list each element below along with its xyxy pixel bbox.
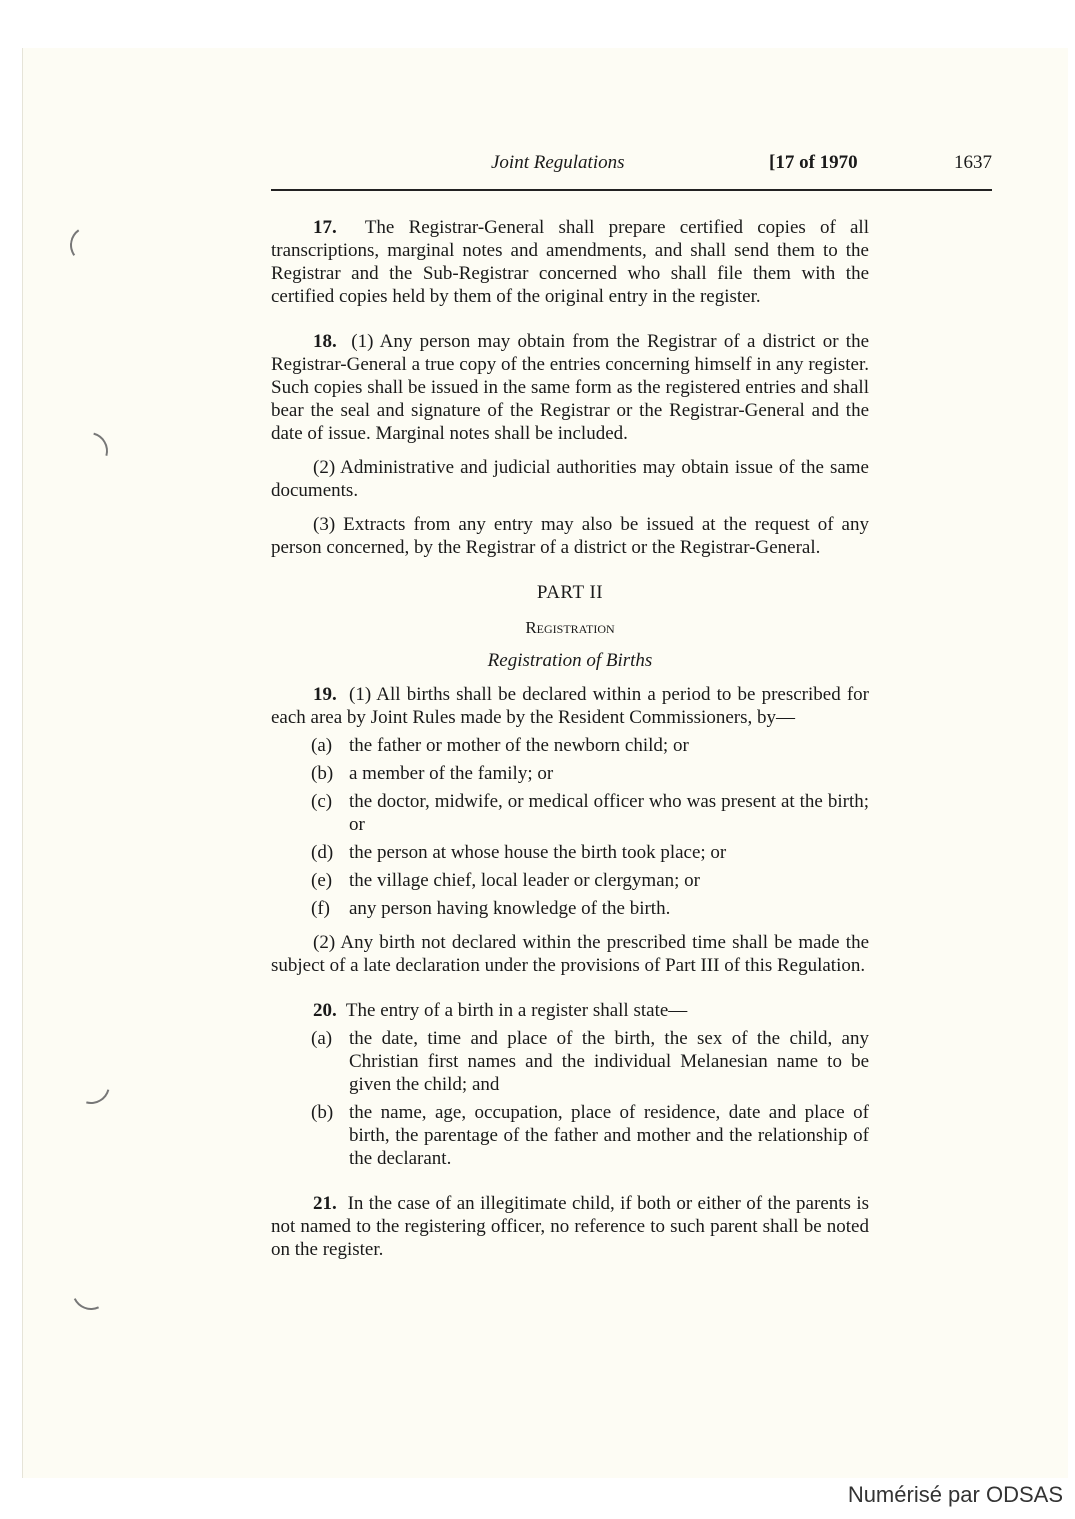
section-19-p2: (2) Any birth not declared within the prescribed time shall be made the subject of a late declaration under the provisions of Part III of this Regulation. — [271, 932, 869, 976]
item-label: (a) — [311, 735, 333, 756]
item-text: a member of the family; or — [349, 763, 554, 784]
subheading: Registration of Births — [487, 650, 653, 671]
list-item — [271, 762, 869, 785]
list-item — [271, 897, 869, 920]
item-label: (d) — [311, 842, 334, 863]
section-19-list — [271, 734, 869, 920]
list-item — [271, 1027, 869, 1096]
list-item — [271, 841, 869, 864]
section-text: The entry of a birth in a register shall state— — [345, 1000, 688, 1021]
section-text: (1) All births shall be declared within a period to be prescribed for each area by Joint Rules made by the Resident Commissioners, by— — [271, 684, 870, 728]
digitization-credit: Numérisé par ODSAS — [847, 1482, 1063, 1507]
list-item — [271, 790, 869, 836]
section-text: The Registrar-General shall prepare certified copies of all transcriptions, marginal notes and amendments, and shall send them to the Registrar and the Sub-Registrar concerned who shall file them with the certified copies held by them of the original entry in the register. — [271, 217, 869, 307]
item-text: the name, age, occupation, place of residence, date and place of birth, the parentage of the father and mother and the relationship of the declarant. — [349, 1102, 869, 1169]
section-number: 18. — [313, 331, 337, 352]
list-item — [271, 734, 869, 757]
list-item — [271, 1101, 869, 1170]
header-rule — [271, 189, 992, 191]
section-number: 20. — [313, 1000, 337, 1021]
item-label: (e) — [311, 870, 333, 891]
item-label: (b) — [311, 763, 334, 784]
running-header — [271, 152, 992, 176]
header-act-reference: [17 of 1970 — [769, 152, 858, 173]
item-text: the person at whose house the birth took place; or — [349, 842, 727, 863]
section-18-p1 — [271, 330, 869, 445]
item-label: (c) — [311, 791, 333, 812]
section-20-intro — [271, 999, 869, 1022]
section-20-list — [271, 1027, 869, 1170]
section-text: In the case of an illegitimate child, if both or either of the parents is not named to the registering officer, no reference to such parent shall be noted on the register. — [271, 1193, 869, 1260]
section-17 — [271, 216, 869, 308]
item-text: the doctor, midwife, or medical officer who was present at the birth; or — [349, 791, 869, 835]
item-text: the date, time and place of the birth, the sex of the child, any Christian first names and the individual Melanesian name to be given the child; and — [349, 1028, 869, 1095]
section-text: (1) Any person may obtain from the Registrar of a district or the Registrar-General a true copy of the entries concerning himself in any register. Such copies shall be issued in the same form as the registered entries and shall bear the seal and signature of the Registrar or the Registrar-General and the date of issue. Marginal notes shall be included. — [271, 331, 869, 444]
section-number: 17. — [313, 217, 337, 238]
part-title: Registration — [525, 618, 615, 637]
item-text: the father or mother of the newborn child; or — [349, 735, 689, 756]
item-text: any person having knowledge of the birth. — [349, 898, 671, 919]
item-label: (f) — [311, 898, 330, 919]
page-number: 1637 — [954, 152, 992, 173]
list-item — [271, 869, 869, 892]
section-number: 21. — [313, 1193, 337, 1214]
section-18-p2: (2) Administrative and judicial authorities may obtain issue of the same documents. — [271, 457, 869, 501]
part-heading: PART II — [536, 582, 604, 603]
section-21 — [271, 1192, 869, 1261]
section-number: 19. — [313, 684, 337, 705]
item-text: the village chief, local leader or clergyman; or — [349, 870, 700, 891]
section-19-p1 — [271, 683, 869, 729]
item-label: (a) — [311, 1028, 333, 1049]
document-body — [271, 216, 869, 1261]
item-label: (b) — [311, 1102, 334, 1123]
header-title: Joint Regulations — [491, 152, 625, 173]
section-18-p3: (3) Extracts from any entry may also be issued at the request of any person concerned, by the Registrar of a district or the Registrar-General. — [271, 514, 869, 558]
